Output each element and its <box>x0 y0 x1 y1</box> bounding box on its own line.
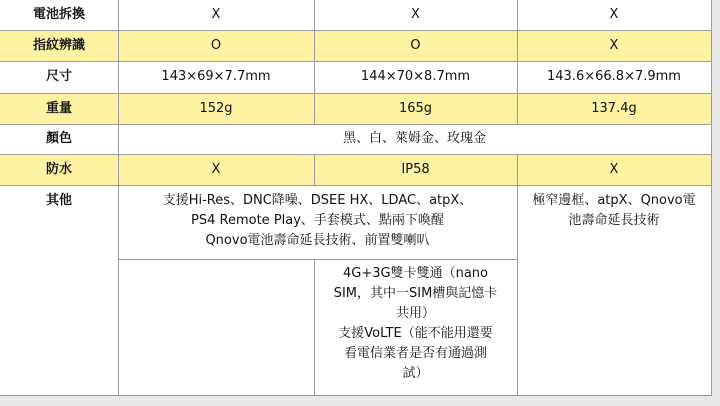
cell-waterproof-1: X <box>118 154 314 185</box>
grid-line <box>0 124 711 125</box>
grid-line <box>0 185 711 186</box>
page-edge-bottom <box>0 396 720 406</box>
cell-other-1-empty <box>118 259 314 395</box>
dual-sim-line: 4G+3G雙卡雙通（nano <box>343 266 488 281</box>
cell-color-merged: 黑、白、萊姆金、玫瑰金 <box>118 124 711 154</box>
grid-line <box>0 93 711 94</box>
cell-size-2: 144×70×8.7mm <box>314 61 517 93</box>
other-features-line: 支援Hi-Res、DNC降噪、DSEE HX、LDAC、atpX、 <box>162 193 473 208</box>
grid-line <box>517 154 518 395</box>
other-3-line: 極窄邊框、atpX、Qnovo電 <box>532 193 696 208</box>
cell-fingerprint-3: X <box>517 30 711 61</box>
row-label-weight: 重量 <box>0 93 118 124</box>
cell-battery-1: X <box>118 0 314 30</box>
grid-line <box>0 30 711 31</box>
dual-sim-line: 看電信業者是否有通過測 <box>343 346 487 361</box>
cell-waterproof-3: X <box>517 154 711 185</box>
cell-battery-3: X <box>517 0 711 30</box>
dual-sim-line: 支援VoLTE（能不能用還要 <box>338 326 493 341</box>
row-label-size: 尺寸 <box>0 61 118 93</box>
cell-other-3 <box>517 185 711 395</box>
other-3-line: 池壽命延長技術 <box>568 213 660 228</box>
other-features-line: Qnovo電池壽命延長技術、前置雙喇叭 <box>205 233 430 248</box>
grid-line <box>0 61 711 62</box>
cell-waterproof-2: IP58 <box>314 154 517 185</box>
cell-weight-2: 165g <box>314 93 517 124</box>
other-features-line: PS4 Remote Play、手套模式、點兩下喚醒 <box>191 213 444 228</box>
grid-line <box>0 154 711 155</box>
row-label-other: 其他 <box>0 185 118 395</box>
cell-fingerprint-2: O <box>314 30 517 61</box>
dual-sim-line: 共用） <box>395 306 435 321</box>
row-label-battery: 電池拆換 <box>0 0 118 30</box>
cell-battery-2: X <box>314 0 517 30</box>
dual-sim-line: 試） <box>402 366 429 381</box>
page-edge-right <box>712 0 720 406</box>
cell-other-2-dual-sim <box>314 259 517 395</box>
grid-line <box>517 0 518 124</box>
grid-line <box>314 0 315 124</box>
cell-other-features <box>118 185 517 259</box>
cell-weight-3: 137.4g <box>517 93 711 124</box>
grid-line <box>118 0 119 395</box>
cell-fingerprint-1: O <box>118 30 314 61</box>
row-label-color: 顏色 <box>0 124 118 154</box>
grid-line <box>314 259 315 395</box>
grid-line <box>314 154 315 185</box>
cell-size-1: 143×69×7.7mm <box>118 61 314 93</box>
row-label-waterproof: 防水 <box>0 154 118 185</box>
row-label-fingerprint: 指紋辨識 <box>0 30 118 61</box>
grid-line <box>118 259 517 260</box>
cell-size-3: 143.6×66.8×7.9mm <box>517 61 711 93</box>
cell-weight-1: 152g <box>118 93 314 124</box>
dual-sim-line: SIM，其中一SIM槽與記憶卡 <box>333 286 498 301</box>
